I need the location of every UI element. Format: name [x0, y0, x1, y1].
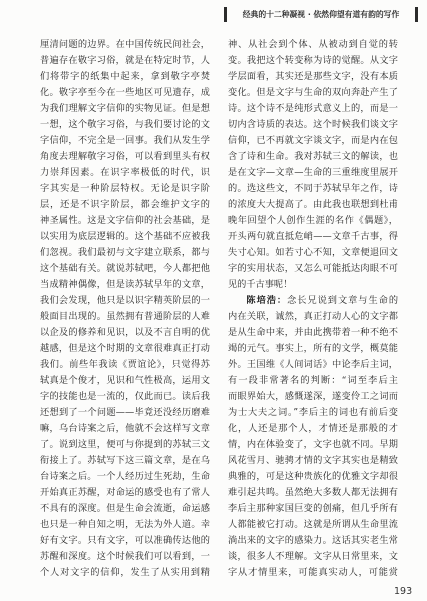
speaker-line-text: 念长兄说到文章与生命的	[287, 295, 398, 306]
text-line: 以实用为底层逻辑的。这个基础不应被我	[40, 231, 210, 242]
text-line: 淌出来的文字的感染力。这话其实老生常	[228, 535, 398, 546]
text-line: 情，内在体验变了，文字也就不同。早期	[228, 439, 398, 450]
text-line: 为我们理解文字信仰的实物见证。但是想	[40, 103, 210, 114]
text-line: 字的技能也是一流的，仅此而已。读后我	[40, 391, 210, 402]
text-line: 变。我把这个转变称为诗的觉醒。从文字	[228, 55, 398, 66]
text-line: 有一段非常著名的判断：“词至李后主	[228, 375, 398, 386]
speaker-name: 陈培浩：	[246, 295, 288, 306]
text-line: 字的实用状态，又怎么可能抵达肉眼不可	[228, 263, 398, 274]
left-text-column	[40, 37, 210, 581]
text-line: 台诗案之后。一个人经历过生死劫，生命	[40, 471, 210, 482]
text-line: 的。选这些文，不同于苏轼早年之作，诗	[228, 183, 398, 194]
text-line: 内在关联，诚然，真正打动人心的文字都	[228, 311, 398, 322]
text-line: 也只是一种自知之明，无法为外人道。幸	[40, 519, 210, 530]
text-line: 苏醒和深度。这个时候我们可以看到，一	[40, 551, 210, 562]
text-line: 般面目出现的。虽然拥有普通阶层的人难	[40, 311, 210, 322]
text-line: 信仰，已不再就文字谈文字，而是内在包	[228, 135, 398, 146]
text-line: 力崇拜因素。在识字率极低的时代，识	[40, 167, 210, 178]
text-line: 竭的元气。事实上，所有的文学，概莫能	[228, 343, 398, 354]
text-line: 是在文字—文章—生命的三重维度里展开	[228, 167, 398, 178]
text-line: 切内含诗质的表达。这个时候我们谈文字	[228, 119, 398, 130]
text-line: 变化。但是文字与生命的双向奔赴产生了	[228, 87, 398, 98]
text-line: 难引起共鸣。虽然绝大多数人都无法拥有	[228, 487, 398, 498]
text-line: 字从才情里来，可能真实动人，可能赏	[228, 567, 398, 578]
text-line: 这个基础有关。就说苏轼吧，今人都把他	[40, 263, 210, 274]
running-header	[224, 7, 418, 22]
text-line: 晚年回望个人创作生涯的名作《偶题》，	[228, 215, 398, 226]
text-line: 个人对文字的信仰，发生了从实用到精	[40, 567, 210, 578]
text-line: 化。敬字亭至今在一些地区可见遗存，成	[40, 87, 210, 98]
running-header-title: 经典的十二种凝视 · 依然仰望有道有韵的写作	[242, 10, 400, 19]
text-line: 以企及的修养和见识，以及不言自明的优	[40, 327, 210, 338]
text-line: 层，还是不识字阶层，都会维护文字的	[40, 199, 210, 210]
text-line: 了。说到这里，便可与你提到的苏轼三文	[40, 439, 210, 450]
text-line: 轼真是个俊才，见识和气性极高，运用文	[40, 375, 210, 386]
right-text-column	[228, 37, 398, 581]
text-line: 我们。前些年我读《贾谊论》，只觉得苏	[40, 359, 210, 370]
text-line: 嘛，乌台诗案之后，他就不会这样写文章	[40, 423, 210, 434]
text-line: 普遍存在敬字习俗，就是在特定时节，人	[40, 55, 210, 66]
text-line: 人都能被它打动。这就是所谓从生命里流	[228, 519, 398, 530]
text-line: 谈，很多人不理解。文字从日常里来，文	[228, 551, 398, 562]
text-line: 角度去理解敬字习俗，可以看到里头有权	[40, 151, 210, 162]
text-line: 当成精神偶像，但是读苏轼早年的文章，	[40, 279, 210, 290]
text-line: 李后主那种家国巨变的创痛，但几乎所有	[228, 503, 398, 514]
text-line: 不具有的深度。但是生命会流逝，命运感	[40, 503, 210, 514]
text-line: 是从生命中来，并由此携带着一种不绝不	[228, 327, 398, 338]
text-line: 越感，但是这个时期的文章很难真正打动	[40, 343, 210, 354]
text-line: 还想到了一个问题——毕竟还没经历磨难	[40, 407, 210, 418]
text-line: 一想，这个敬字习俗，与我们要讨论的文	[40, 119, 210, 130]
text-line: 外。王国维《人间词话》中论李后主词，	[228, 359, 398, 370]
text-line: 典雅的，可是这种贵族化的优雅文字却很	[228, 471, 398, 482]
text-line: 为士大夫之词。”李后主的词也有前后变	[228, 407, 398, 418]
text-line: 而眼界始大，感慨遂深，遂变伶工之词而	[228, 391, 398, 402]
text-line: 我们会发现，他只是以识字精英阶层的一	[40, 295, 210, 306]
text-line: 衔接上了。苏轼写下这三篇文章，是在乌	[40, 455, 210, 466]
text-line: 学层面看，其实还是那些文字，没有本质	[228, 71, 398, 82]
text-line: 的浓度大大提高了。由此我也联想到杜甫	[228, 199, 398, 210]
page-number: 193	[394, 586, 413, 597]
text-line: 诗。这个诗不是纯形式意义上的，而是一	[228, 103, 398, 114]
text-line: 厘清问题的边界。在中国传统民间社会，	[40, 39, 210, 50]
text-line: 字信仰，不完全是一回事。我们从发生学	[40, 135, 210, 146]
text-line: 好有文字。只有文字，可以准确传达他的	[40, 535, 210, 546]
text-line: 开头两句就直抵危峭——文章千古事，得	[228, 231, 398, 242]
paragraph-end-line: 见的千古事呢！	[228, 279, 293, 290]
text-line: 含了诗和生命。我对苏轼三文的解读，也	[228, 151, 398, 162]
text-line: 们将带字的纸集中起来，拿到敬字亭焚	[40, 71, 210, 82]
text-line: 神圣属性。这是文字信仰的社会基础，是	[40, 215, 210, 226]
text-line: 失寸心知。如若寸心不知，文章便退回文	[228, 247, 398, 258]
text-line: 风花雪月、驰骋才情的文字其实也是精致	[228, 455, 398, 466]
text-line: 化，人还是那个人，才情还是那般的才	[228, 423, 398, 434]
text-line: 开始真正苏醒，对命运的感受也有了常人	[40, 487, 210, 498]
text-line: 字其实是一种阶层特权。无论是识字阶	[40, 183, 210, 194]
text-line: 们忽视。我们最初与文字建立联系，都与	[40, 247, 210, 258]
speaker-line	[228, 293, 398, 309]
text-line: 神、从社会到个体、从被动到自觉的转	[228, 39, 398, 50]
